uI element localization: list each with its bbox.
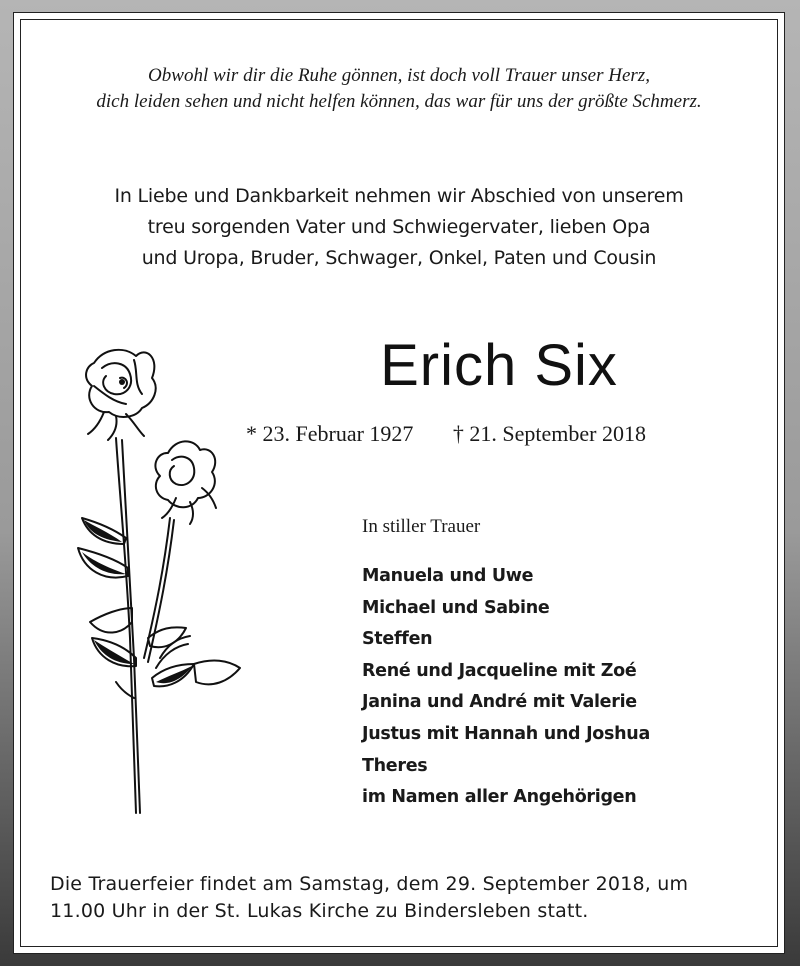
- list-item: Janina und André mit Valerie: [362, 692, 637, 713]
- intro-line-1: In Liebe und Dankbarkeit nehmen wir Abschied von unserem: [114, 185, 684, 207]
- rose-drawing-icon: [64, 338, 244, 818]
- funeral-line-1: Die Trauerfeier findet am Samstag, dem 29. September 2018, um: [50, 873, 689, 895]
- mourners-list: [362, 561, 650, 814]
- farewell-intro: [14, 181, 784, 274]
- intro-line-2: treu sorgenden Vater und Schwiegervater, lieben Opa: [147, 216, 651, 238]
- intro-line-3: und Uropa, Bruder, Schwager, Onkel, Paten und Cousin: [141, 247, 657, 269]
- mourning-heading: In stiller Trauer: [362, 516, 481, 537]
- poem-line-1: Obwohl wir dir die Ruhe gönnen, ist doch voll Trauer unser Herz,: [148, 65, 650, 86]
- list-item: Justus mit Hannah und Joshua: [362, 723, 650, 744]
- list-item: René und Jacqueline mit Zoé: [362, 660, 637, 681]
- obituary-card: [13, 12, 785, 954]
- poem: [14, 63, 784, 115]
- list-item: im Namen aller Angehörigen: [362, 787, 637, 808]
- poem-line-2: dich leiden sehen und nicht helfen können, das war für uns der größte Schmerz.: [96, 91, 702, 112]
- list-item: Steffen: [362, 629, 433, 650]
- life-dates: [246, 421, 776, 447]
- funeral-notice: [50, 871, 770, 925]
- list-item: Michael und Sabine: [362, 597, 550, 618]
- death-date: † 21. September 2018: [452, 421, 647, 446]
- deceased-name: Erich Six: [380, 333, 618, 398]
- list-item: Manuela und Uwe: [362, 566, 534, 586]
- list-item: Theres: [362, 755, 428, 776]
- birth-date: * 23. Februar 1927: [246, 421, 414, 446]
- funeral-line-2: 11.00 Uhr in der St. Lukas Kirche zu Bindersleben statt.: [50, 900, 589, 922]
